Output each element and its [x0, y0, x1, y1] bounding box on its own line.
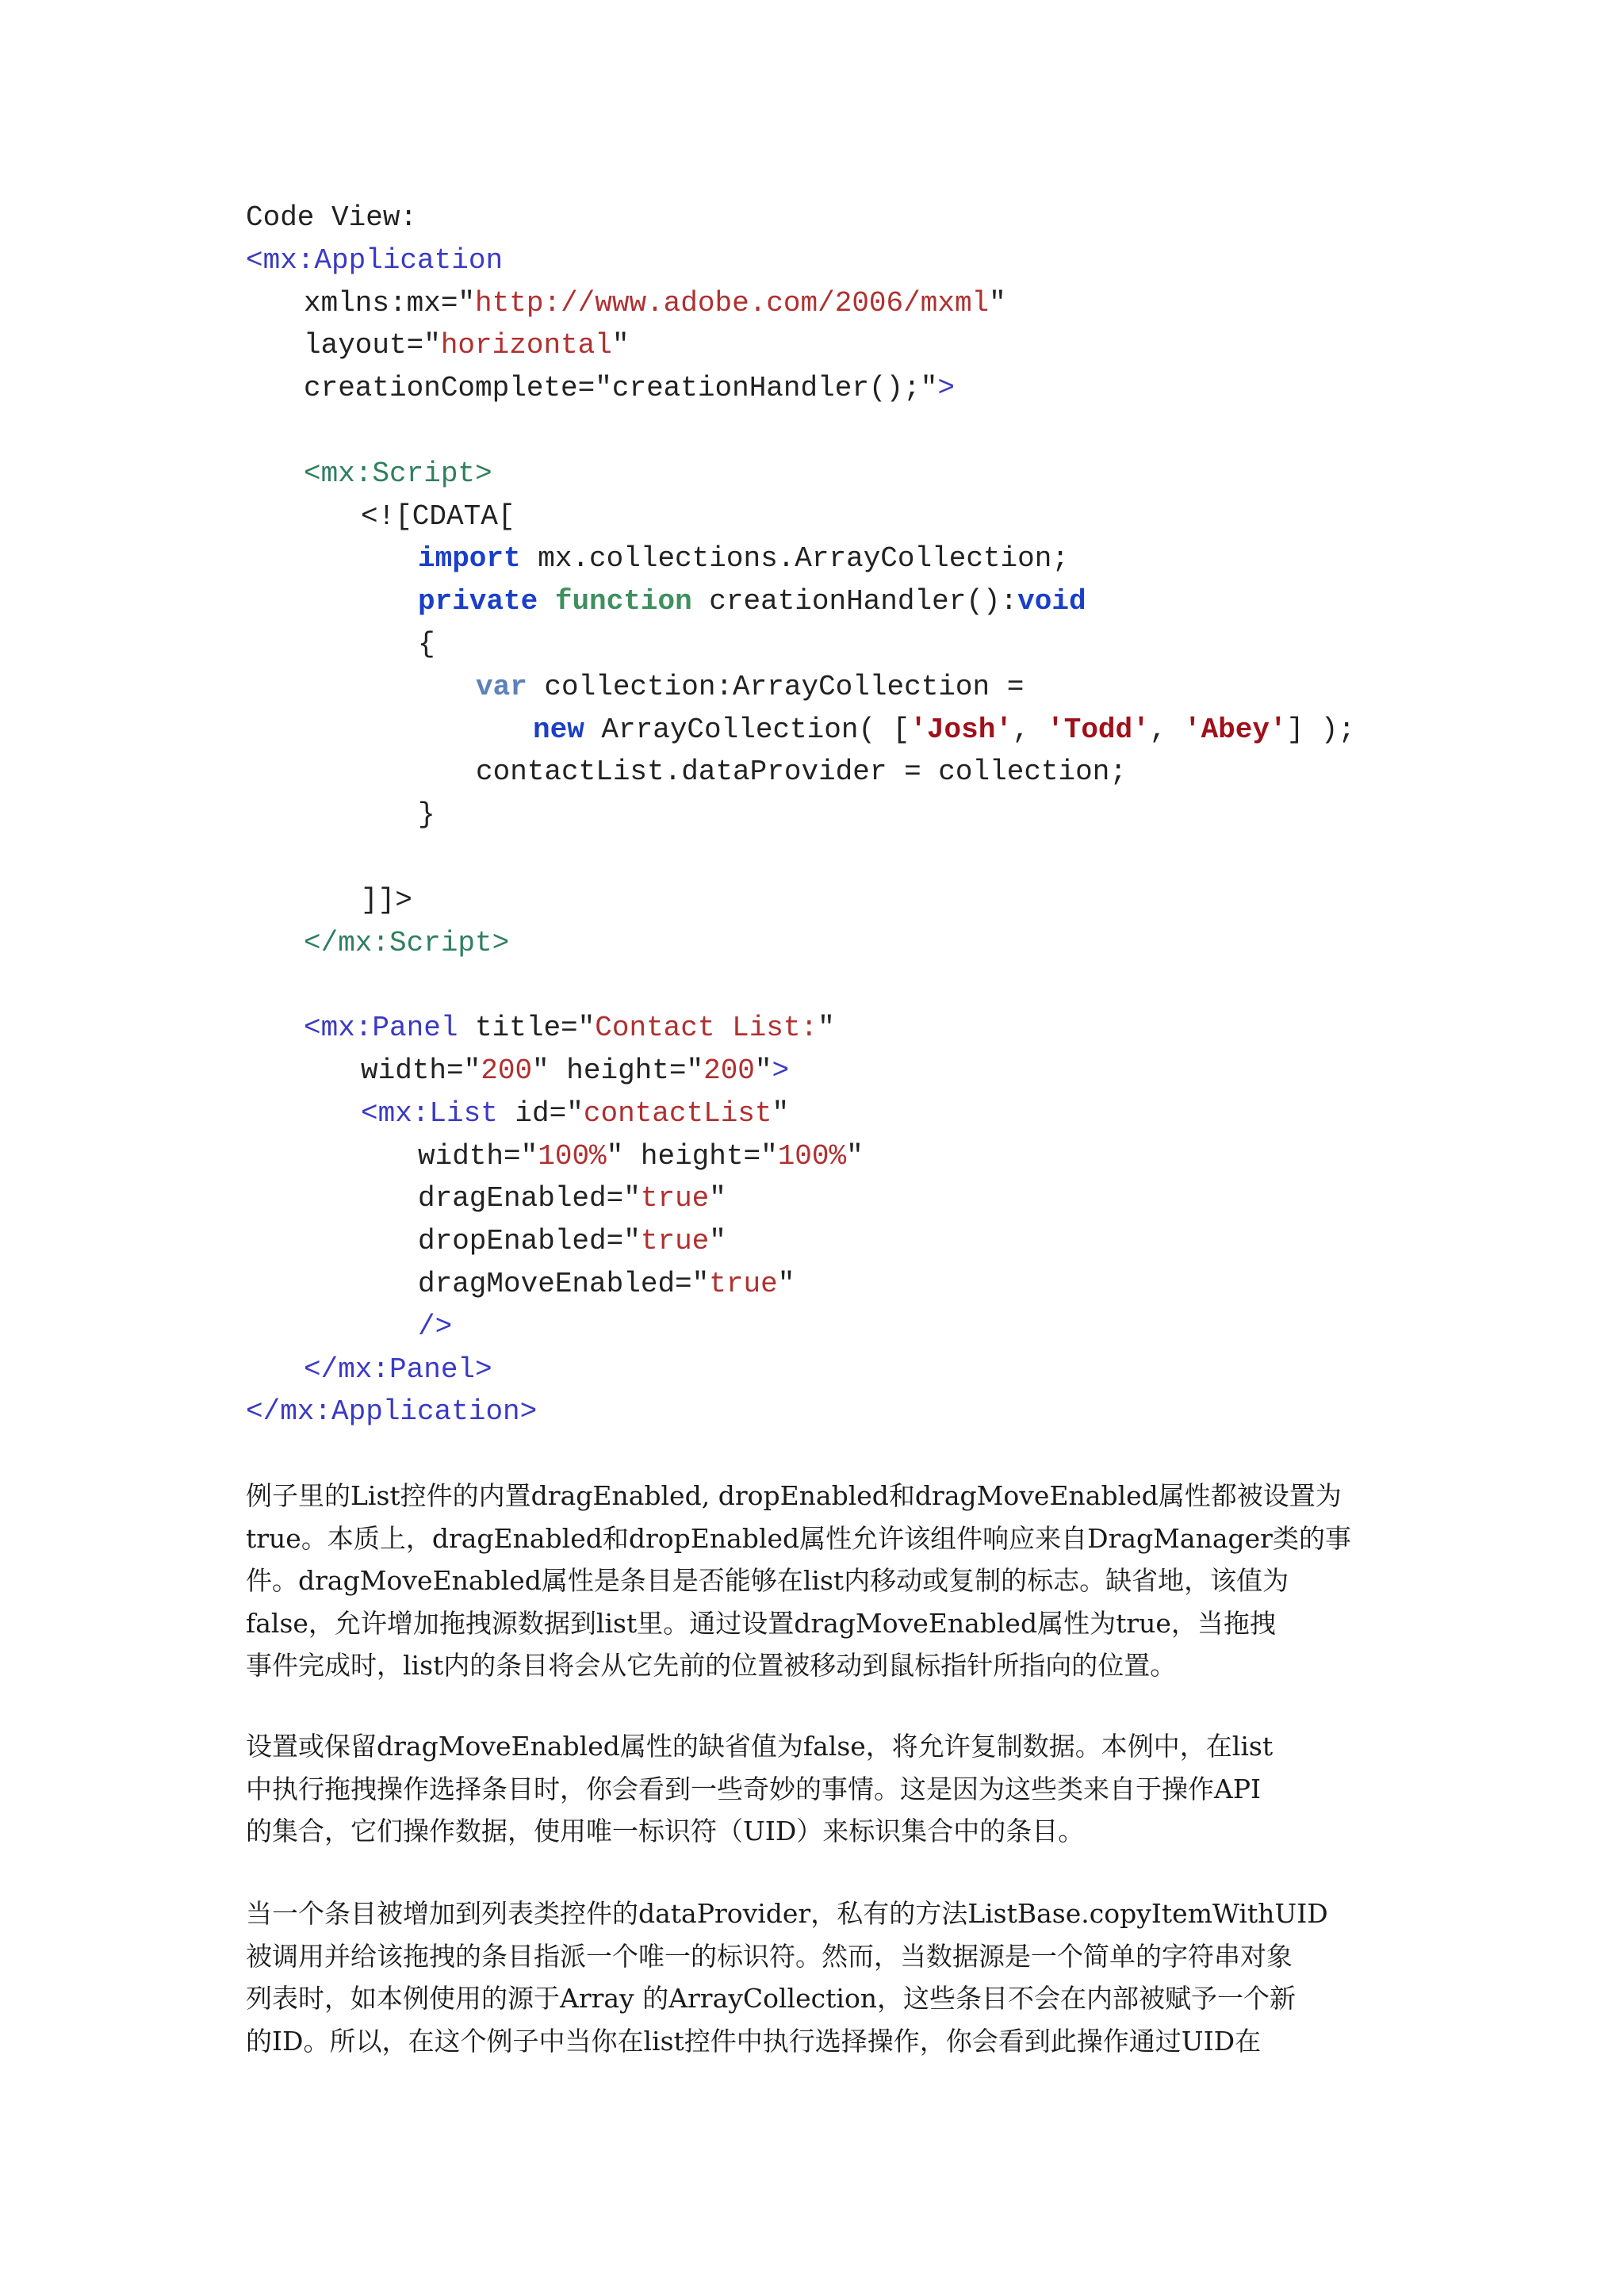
code-token: void [1017, 585, 1086, 618]
code-line [246, 324, 629, 367]
paragraph-line: false，允许增加拖拽源数据到list里。通过设置dragMoveEnabled属性为true，当拖拽 [246, 1607, 1276, 1639]
code-token: > [772, 1054, 790, 1087]
code-token: > [937, 372, 955, 405]
code-line [246, 1135, 864, 1178]
code-token: <mx:Script> [304, 457, 492, 490]
code-token: creationComplete="creationHandler();" [304, 372, 938, 405]
code-token: http://www.adobe.com/2006/mxml [475, 286, 990, 320]
code-token: , [1012, 713, 1048, 746]
paragraph-line: 当一个条目被增加到列表类控件的dataProvider，私有的方法ListBase.copyItemWithUID [246, 1898, 1328, 1929]
code-token: layout=" [304, 329, 441, 362]
code-line [246, 367, 955, 410]
code-token: dragMoveEnabled=" [418, 1268, 710, 1300]
code-token: true [709, 1268, 778, 1300]
code-line [246, 794, 435, 836]
code-token: 'Josh' [910, 713, 1013, 746]
code-token: " [709, 1225, 726, 1258]
paragraph-drag-properties [246, 1475, 1380, 1687]
code-token: " [846, 1139, 864, 1173]
code-token: /> [418, 1310, 453, 1343]
code-token: " [611, 329, 630, 362]
code-token: private [418, 585, 538, 618]
paragraph-line: 列表时，如本例使用的源于Array 的ArrayCollection，这些条目不会在内部被赋予一个新 [246, 1983, 1297, 2014]
code-token [538, 585, 555, 618]
code-token: xmlns:mx=" [304, 286, 476, 320]
code-line [246, 282, 1006, 325]
code-token: dragEnabled=" [418, 1182, 641, 1215]
code-line [246, 1263, 795, 1306]
code-line [246, 496, 515, 538]
code-line [246, 538, 1069, 580]
code-line [246, 1349, 492, 1391]
code-line [246, 623, 435, 666]
paragraph-line: 事件完成时，list内的条目将会从它先前的位置被移动到鼠标指针所指向的位置。 [246, 1650, 1177, 1681]
code-view-label: Code View: [246, 201, 418, 234]
code-token: mx.collections.ArrayCollection; [520, 542, 1069, 576]
code-token: " [754, 1054, 772, 1087]
code-token: " height=" [606, 1139, 778, 1173]
code-token: <mx:Application [246, 243, 504, 277]
code-token: contactList.dataProvider = collection; [476, 756, 1127, 789]
code-token: ] ); [1286, 713, 1356, 746]
paragraph-line: 设置或保留dragMoveEnabled属性的缺省值为false，将允许复制数据。本例中，在list [246, 1731, 1274, 1762]
code-token: creationHandler(): [691, 585, 1018, 618]
paragraph-line: true。本质上，dragEnabled和dropEnabled属性允许该组件响应来自DragManager类的事 [246, 1522, 1351, 1554]
code-token: , [1149, 713, 1184, 746]
code-token: width=" [418, 1139, 538, 1173]
code-token: </mx:Panel> [304, 1353, 492, 1386]
code-token: horizontal [440, 329, 612, 362]
code-token: Contact List: [595, 1012, 818, 1045]
code-line [246, 709, 1355, 752]
code-line [246, 1306, 452, 1349]
paragraph-line: 的集合，它们操作数据，使用唯一标识符（UID）来标识集合中的条目。 [246, 1816, 1085, 1846]
paragraph-default-copy [246, 1725, 1380, 1853]
code-token: 100% [777, 1139, 847, 1173]
code-line [246, 1391, 537, 1433]
code-token: width=" [361, 1054, 481, 1087]
code-token: " height=" [532, 1054, 704, 1087]
code-line [246, 453, 492, 496]
paragraph-uid-assignment [246, 1892, 1380, 2062]
code-token: new [533, 713, 584, 746]
code-token: <mx:Panel [304, 1012, 458, 1045]
code-line [246, 1093, 789, 1135]
code-token: " [709, 1182, 726, 1215]
code-token: </mx:Script> [304, 926, 510, 959]
code-token: 200 [703, 1054, 755, 1087]
code-token: collection:ArrayCollection = [527, 670, 1025, 703]
code-token: " [772, 1096, 790, 1130]
code-token: " [989, 286, 1006, 320]
code-line [246, 580, 1086, 623]
code-line [246, 1050, 789, 1093]
code-token: 100% [538, 1139, 607, 1173]
code-token: ]]> [361, 883, 412, 916]
code-token: title=" [458, 1012, 596, 1045]
code-line [246, 922, 509, 965]
paragraph-line: 被调用并给该拖拽的条目指派一个唯一的标识符。然而，当数据源是一个简单的字符串对象 [246, 1940, 1293, 1972]
code-line [246, 879, 412, 922]
code-line [246, 666, 1024, 709]
code-token: import [418, 542, 521, 576]
code-line [246, 239, 503, 282]
paragraph-line: 例子里的List控件的内置dragEnabled, dropEnabled和dragMoveEnabled属性都被设置为 [246, 1480, 1342, 1511]
code-token: 200 [481, 1054, 533, 1087]
code-token: ArrayCollection( [ [584, 713, 910, 746]
code-token: contactList [583, 1096, 772, 1130]
code-token: " [777, 1268, 795, 1300]
code-token: id=" [497, 1096, 584, 1130]
code-token: var [476, 670, 527, 703]
code-token: true [640, 1225, 710, 1258]
paragraph-line: 中执行拖拽操作选择条目时，你会看到一些奇妙的事情。这是因为这些类来自于操作API [246, 1773, 1262, 1804]
paragraph-line: 件。dragMoveEnabled属性是条目是否能够在list内移动或复制的标志。缺省地，该值为 [246, 1565, 1289, 1596]
code-line [246, 1220, 726, 1263]
code-token: dropEnabled=" [418, 1225, 641, 1258]
code-token: 'Todd' [1047, 713, 1150, 746]
code-token: { [418, 628, 435, 660]
paragraph-line: 的ID。所以，在这个例子中当你在list控件中执行选择操作，你会看到此操作通过UID在 [246, 2025, 1262, 2057]
code-token: true [640, 1182, 710, 1215]
code-token: " [818, 1012, 835, 1045]
code-line [246, 751, 1127, 794]
code-token: function [554, 585, 692, 618]
code-token: <![CDATA[ [361, 499, 515, 533]
code-token: } [418, 798, 435, 832]
code-token: 'Abey' [1183, 713, 1287, 746]
code-token: <mx:List [361, 1096, 498, 1130]
code-line [246, 1177, 726, 1220]
code-line [246, 1007, 835, 1050]
code-token: </mx:Application> [246, 1395, 538, 1429]
